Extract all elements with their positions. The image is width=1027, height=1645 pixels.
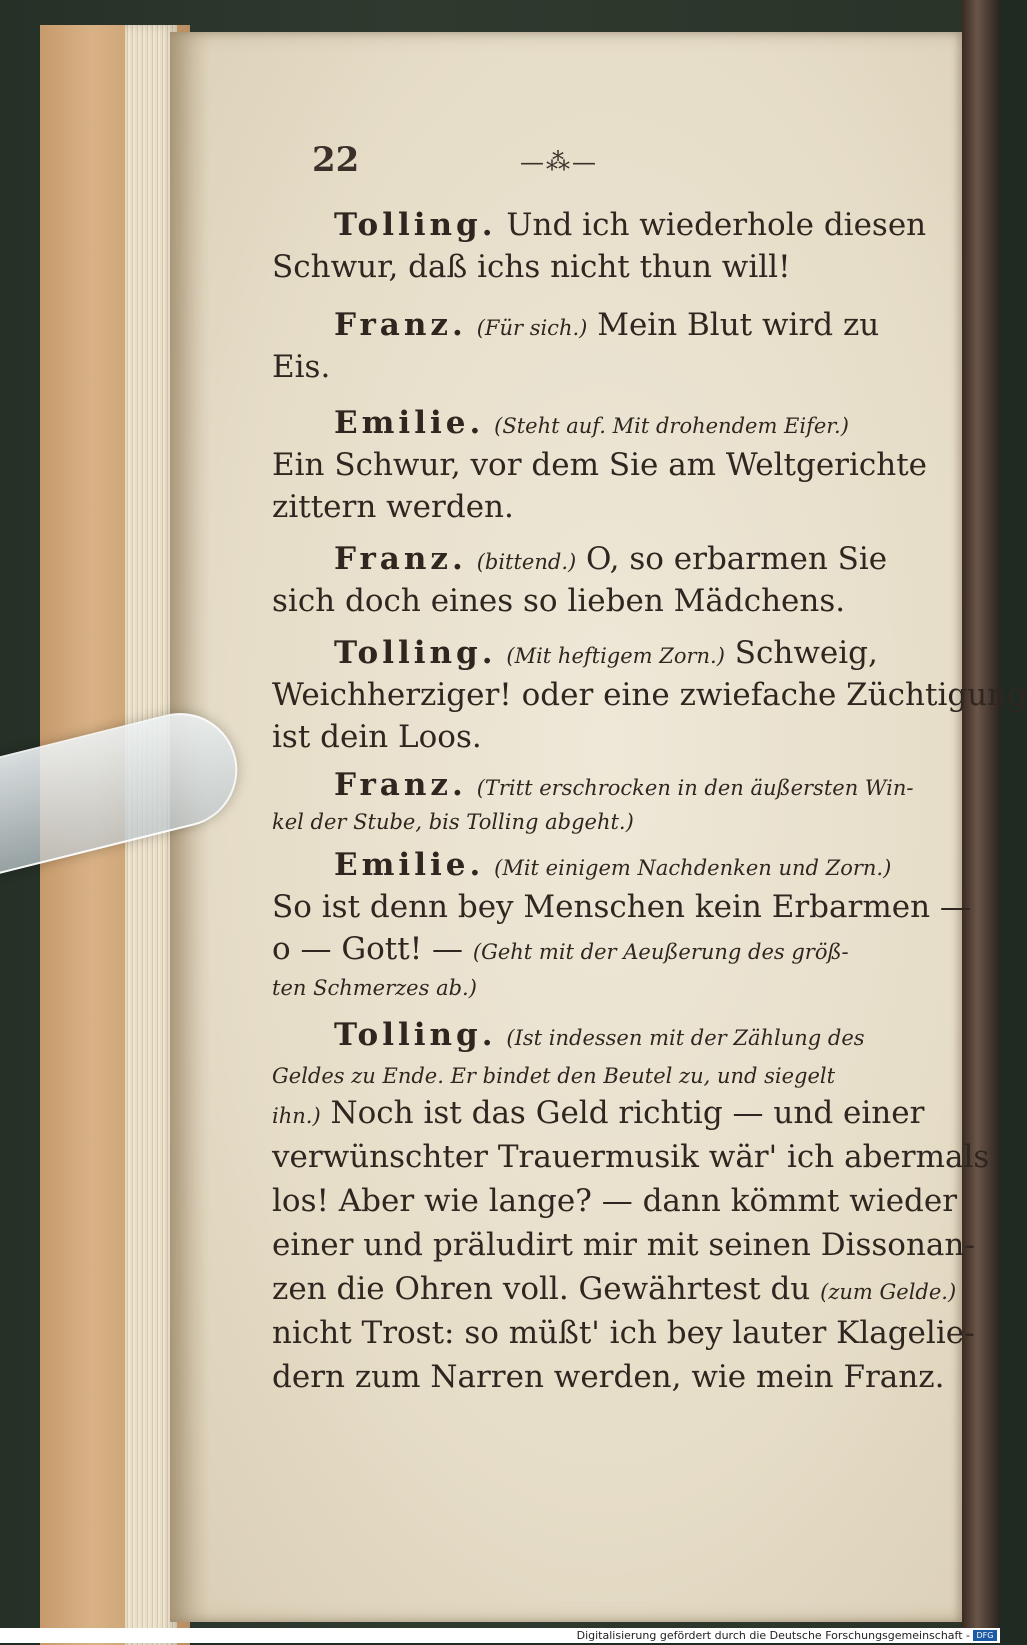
speaker-name: Franz.: [334, 541, 467, 577]
text-line: [272, 581, 892, 621]
speaker-name: Franz.: [334, 767, 467, 803]
spoken-text: dern zum Narren werden, wie mein Franz.: [272, 1359, 945, 1395]
text-line: [272, 247, 892, 287]
spoken-text: O, so erbarmen Sie: [586, 541, 888, 577]
text-line: [334, 305, 892, 348]
text-line: [272, 1225, 975, 1265]
text-line: [272, 1093, 925, 1136]
text-line: [334, 205, 927, 245]
spoken-text: zen die Ohren voll. Gewährtest du: [272, 1271, 811, 1307]
stage-direction: (Für sich.): [476, 316, 588, 340]
text-line: [272, 887, 971, 927]
stage-direction: (Geht mit der Aeußerung des größ-: [472, 940, 849, 964]
stage-direction: (bittend.): [476, 550, 577, 574]
speaker-name: Franz.: [334, 307, 467, 343]
spoken-text: So ist denn bey Menschen kein Erbarmen —: [272, 889, 971, 925]
spoken-text: sich doch eines so lieben Mädchens.: [272, 583, 846, 619]
text-line: [272, 1313, 975, 1353]
text-line: [272, 1055, 892, 1096]
speaker-name: Emilie.: [334, 847, 485, 883]
book-cover-right: [962, 0, 1000, 1643]
stage-direction: (zum Gelde.): [820, 1280, 957, 1304]
text-line: [272, 675, 1027, 715]
page-number: 22: [312, 140, 360, 180]
stage-direction: Geldes zu Ende. Er bindet den Beutel zu, und siegelt: [272, 1064, 836, 1088]
spoken-text: Und ich wiederhole diesen: [506, 207, 927, 243]
spoken-text: los! Aber wie lange? — dann kömmt wieder: [272, 1183, 958, 1219]
text-line: [272, 717, 892, 757]
stage-direction: (Tritt erschrocken in den äußersten Win-: [476, 776, 914, 800]
text-line: [334, 1015, 892, 1058]
footer-credit: Digitalisierung gefördert durch die Deutsche Forschungsgemeinschaft -: [576, 1629, 970, 1642]
spoken-text: Mein Blut wird zu: [597, 307, 880, 343]
text-line: [272, 1181, 958, 1221]
dfg-logo: DFG: [973, 1630, 997, 1641]
stage-direction: ihn.): [272, 1104, 321, 1128]
text-line: [272, 487, 892, 527]
spoken-text: ist dein Loos.: [272, 719, 482, 755]
speaker-name: Tolling.: [334, 207, 497, 243]
spoken-text: Noch ist das Geld richtig — und einer: [330, 1095, 925, 1131]
text-line: [272, 347, 892, 387]
spoken-text: einer und präludirt mir mit seinen Dissonan-: [272, 1227, 975, 1263]
text-line: [334, 845, 892, 888]
spoken-text: Ein Schwur, vor dem Sie am Weltgerichte: [272, 447, 928, 483]
text-line: [334, 403, 892, 446]
page-header: [170, 140, 962, 184]
spoken-text: Schweig,: [734, 635, 878, 671]
text-line: [272, 445, 928, 485]
stage-direction: (Steht auf. Mit drohendem Eifer.): [494, 414, 849, 438]
text-line: [272, 1357, 945, 1397]
digitization-footer: [0, 1628, 1000, 1643]
stage-direction: (Mit heftigem Zorn.): [506, 644, 725, 668]
text-line: [272, 1137, 990, 1177]
spoken-text: Weichherziger! oder eine zwiefache Züchtigung: [272, 677, 1027, 713]
stage-direction: kel der Stube, bis Tolling abgeht.): [272, 810, 634, 834]
text-line: [272, 1269, 957, 1312]
text-line: [272, 801, 892, 842]
spoken-text: verwünschter Trauermusik wär' ich abermals: [272, 1139, 990, 1175]
stage-direction: (Ist indessen mit der Zählung des: [506, 1026, 865, 1050]
speaker-name: Tolling.: [334, 1017, 497, 1053]
text-line: [272, 967, 892, 1008]
speaker-name: Tolling.: [334, 635, 497, 671]
header-ornament: —⁂—: [520, 148, 598, 176]
spoken-text: zittern werden.: [272, 489, 514, 525]
spoken-text: nicht Trost: so müßt' ich bey lauter Klagelie-: [272, 1315, 975, 1351]
speaker-name: Emilie.: [334, 405, 485, 441]
stage-direction: ten Schmerzes ab.): [272, 976, 477, 1000]
spoken-text: Eis.: [272, 349, 331, 385]
text-line: [272, 929, 892, 972]
spoken-text: Schwur, daß ichs nicht thun will!: [272, 249, 791, 285]
text-line: [334, 633, 892, 676]
spoken-text: o — Gott! —: [272, 931, 464, 967]
text-line: [334, 539, 892, 582]
stage-direction: (Mit einigem Nachdenken und Zorn.): [494, 856, 892, 880]
